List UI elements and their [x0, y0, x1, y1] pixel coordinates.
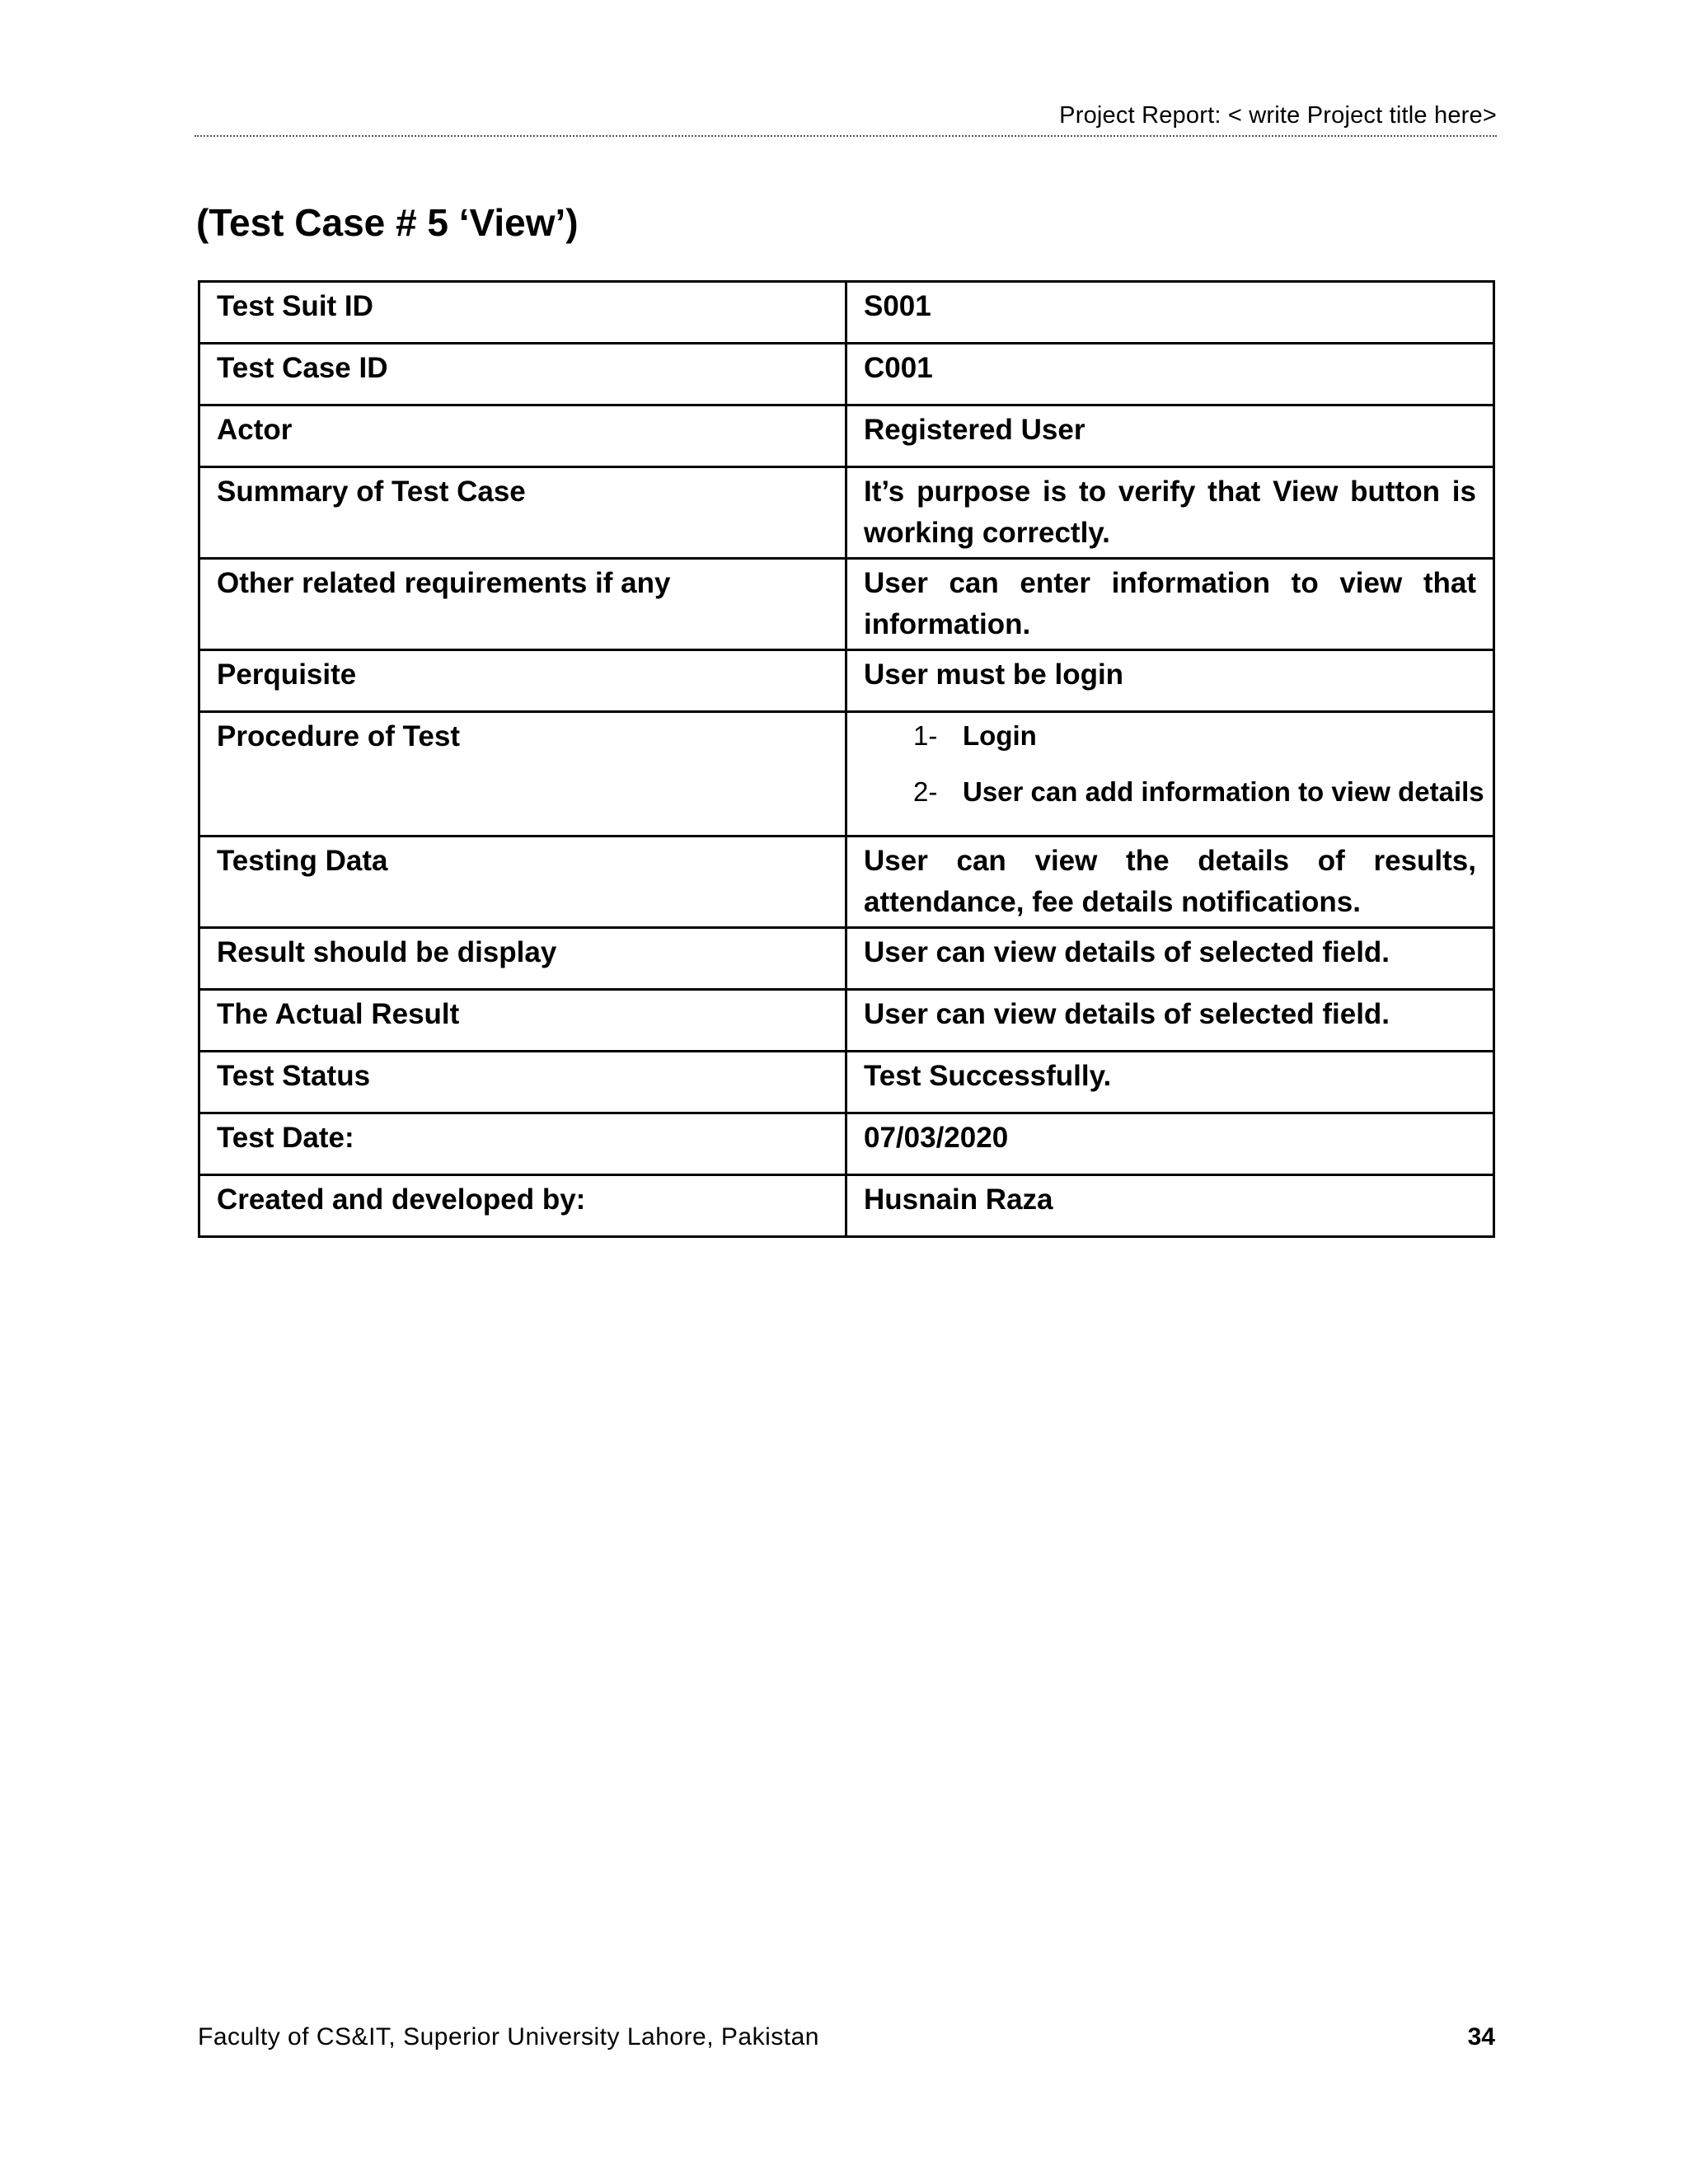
row-label: Procedure of Test — [199, 712, 846, 837]
step-number: 2- — [913, 776, 938, 807]
table-row — [199, 837, 1494, 928]
procedure-steps-cell — [846, 712, 1494, 837]
header-title: Project Report: < write Project title here> — [1059, 102, 1497, 129]
test-case-table — [198, 280, 1495, 1238]
table-row — [199, 1052, 1494, 1113]
row-label: Test Status — [199, 1052, 846, 1113]
row-value: User must be login — [846, 650, 1494, 712]
procedure-steps-list — [864, 719, 1484, 808]
row-label: Test Date: — [199, 1113, 846, 1175]
table-row — [199, 344, 1494, 405]
row-value: Test Successfully. — [846, 1052, 1494, 1113]
row-value: User can enter information to view that information. — [846, 559, 1494, 650]
footer-institution: Faculty of CS&IT, Superior University Lahore, Pakistan — [198, 2023, 819, 2050]
row-value: User can view details of selected field. — [846, 990, 1494, 1052]
page-footer — [198, 2023, 1495, 2064]
step-text: User can add information to view details — [963, 776, 1484, 807]
header-divider — [195, 135, 1497, 137]
table-row — [199, 405, 1494, 467]
row-value: C001 — [846, 344, 1494, 405]
table-row — [199, 1175, 1494, 1237]
table-row — [199, 559, 1494, 650]
table-row — [199, 1113, 1494, 1175]
row-value: Registered User — [846, 405, 1494, 467]
row-label: Test Suit ID — [199, 282, 846, 344]
table-row — [199, 282, 1494, 344]
row-label: Other related requirements if any — [199, 559, 846, 650]
step-text: Login — [963, 720, 1037, 751]
row-label: Created and developed by: — [199, 1175, 846, 1237]
row-value: It’s purpose is to verify that View button is working correctly. — [846, 467, 1494, 559]
section-title: (Test Case # 5 ‘View’) — [196, 201, 579, 244]
row-label: Summary of Test Case — [199, 467, 846, 559]
list-item — [864, 719, 1476, 752]
row-value: Husnain Raza — [846, 1175, 1494, 1237]
table-row — [199, 712, 1494, 837]
page-header — [195, 97, 1497, 137]
row-label: Testing Data — [199, 837, 846, 928]
table-row — [199, 650, 1494, 712]
row-value: S001 — [846, 282, 1494, 344]
table-row — [199, 467, 1494, 559]
step-number: 1- — [913, 720, 938, 751]
row-value: User can view the details of results, attendance, fee details notifications. — [846, 837, 1494, 928]
table-row — [199, 990, 1494, 1052]
row-label: The Actual Result — [199, 990, 846, 1052]
row-value: 07/03/2020 — [846, 1113, 1494, 1175]
row-value: User can view details of selected field. — [846, 928, 1494, 990]
row-label: Perquisite — [199, 650, 846, 712]
row-label: Test Case ID — [199, 344, 846, 405]
row-label: Result should be display — [199, 928, 846, 990]
row-label: Actor — [199, 405, 846, 467]
list-item — [864, 776, 1484, 808]
table-row — [199, 928, 1494, 990]
page-number: 34 — [1467, 2023, 1495, 2050]
